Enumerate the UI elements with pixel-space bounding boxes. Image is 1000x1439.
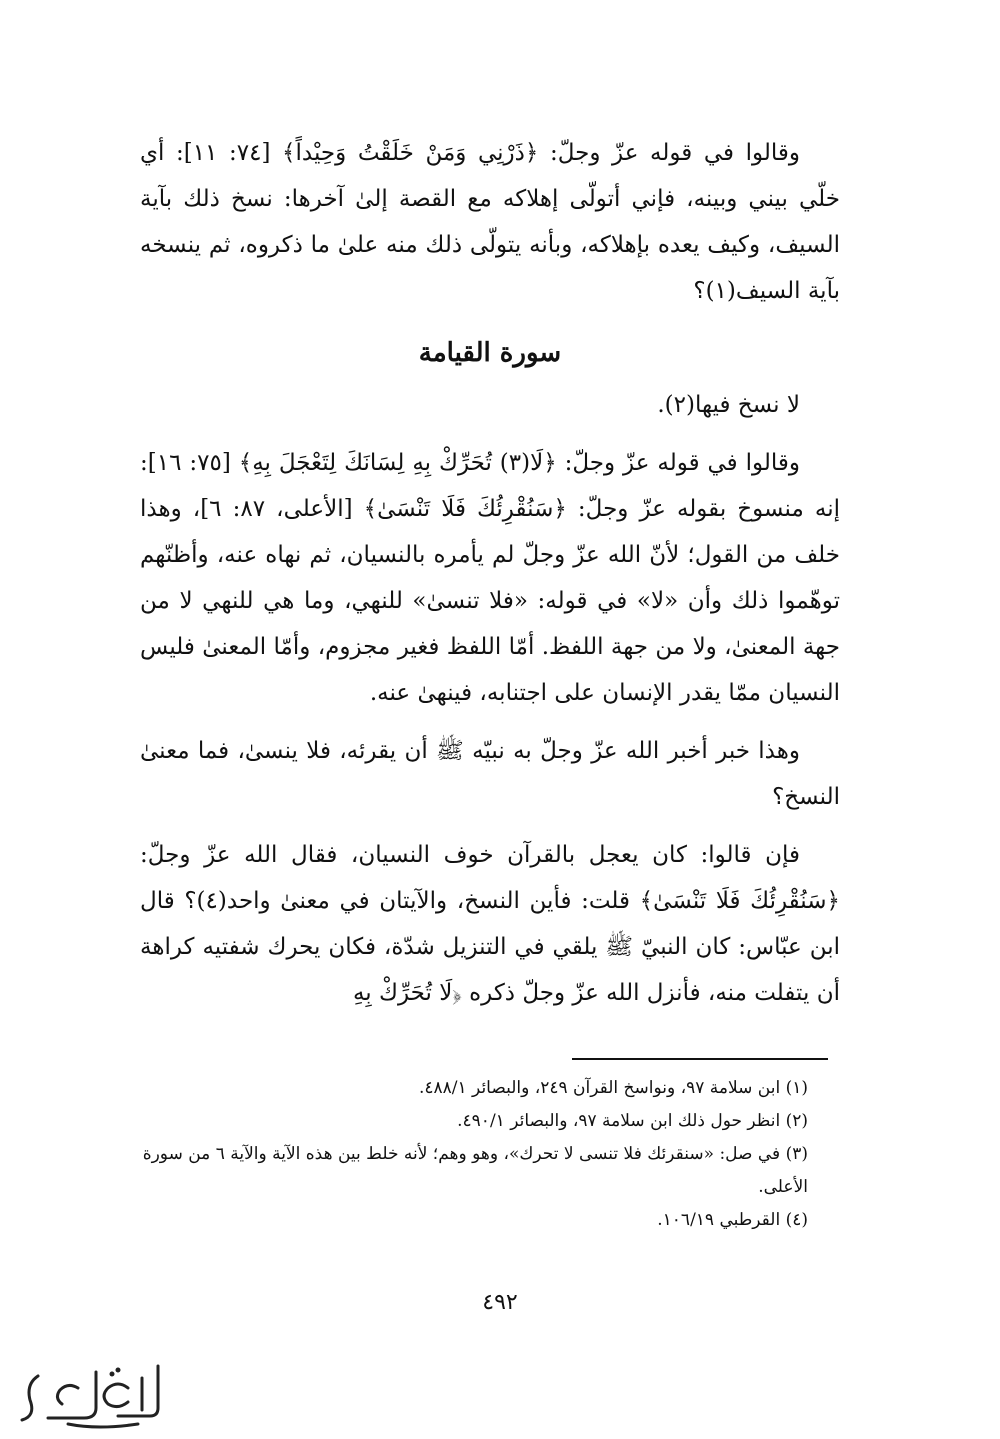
page-number: ٤٩٢ [482,1290,518,1315]
footnote-item: (١) ابن سلامة ٩٧، ونواسخ القرآن ٢٤٩، والبصائر ٤٨٨/١. [418,1078,808,1098]
watermark-logo [8,1358,168,1430]
main-text [140,130,840,1016]
footnote-divider [572,1058,828,1060]
footnote-item: (٤) القرطبي ١٠٦/١٩. [657,1210,808,1230]
paragraph: وهذا خبر أخبر الله عزّ وجلّ به نبيّه ﷺ أن يقرئه، فلا ينسىٰ، فما معنىٰ النسخ؟ [140,738,840,810]
footnote-item: (٣) في صل: «سنقرئك فلا تنسى لا تحرك»، وهو وهم؛ لأنه خلط بين هذه الآية والآية ٦ من سورة الأعلى. [142,1144,808,1197]
footnote-item: (٢) انظر حول ذلك ابن سلامة ٩٧، والبصائر ٤٩٠/١. [457,1111,808,1131]
paragraph: لا نسخ فيها(٢). [657,392,800,418]
paragraph: وقالوا في قوله عزّ وجلّ: ﴿ذَرْنِي وَمَنْ خَلَقْتُ وَحِيْداً﴾ [٧٤: ١١]: أي خلّي بيني وبينه، فإني أتولّى إهلاكه مع القصة إلىٰ آخرها: نسخ ذلك بآية السيف، وكيف يعده بإهلاكه، وبأنه يتولّى ذلك منه علىٰ ما ذكروه، ثم ينسخه بآية السيف(١)؟ [140,140,840,304]
footnotes [140,1072,840,1237]
paragraph: فإن قالوا: كان يعجل بالقرآن خوف النسيان، فقال الله عزّ وجلّ: ﴿سَنُقْرِئُكَ فَلَا تَنْسَىٰ﴾ قلت: فأين النسخ، والآيتان في معنىٰ واحد(٤)؟ قال ابن عبّاس: كان النبيّ ﷺ يلقي في التنزيل شدّة، فكان يحرك شفتيه كراهة أن يتفلت منه، فأنزل الله عزّ وجلّ ذكره ﴿لَا تُحَرِّكْ بِهِ [140,842,840,1006]
surah-heading: سورة القيامة [418,338,562,368]
paragraph: وقالوا في قوله عزّ وجلّ: ﴿لَا(٣) تُحَرِّكْ بِهِ لِسَانَكَ لِتَعْجَلَ بِهِ﴾ [٧٥: ١٦]: إنه منسوخ بقوله عزّ وجلّ: ﴿سَنُقْرِئُكَ فَلَا تَنْسَىٰ﴾ [الأعلى، ٨٧: ٦]، وهذا خلف من القول؛ لأنّ الله عزّ وجلّ لم يأمره بالنسيان، ثم نهاه عنه، وأظنّهم توهّموا ذلك وأن «لا» في قوله: «فلا تنسىٰ» للنهي، وما هي للنهي لا من جهة المعنىٰ، ولا من جهة اللفظ. أمّا اللفظ فغير مجزوم، وأمّا المعنىٰ فليس النسيان ممّا يقدر الإنسان على اجتنابه، فينهىٰ عنه. [140,450,840,706]
